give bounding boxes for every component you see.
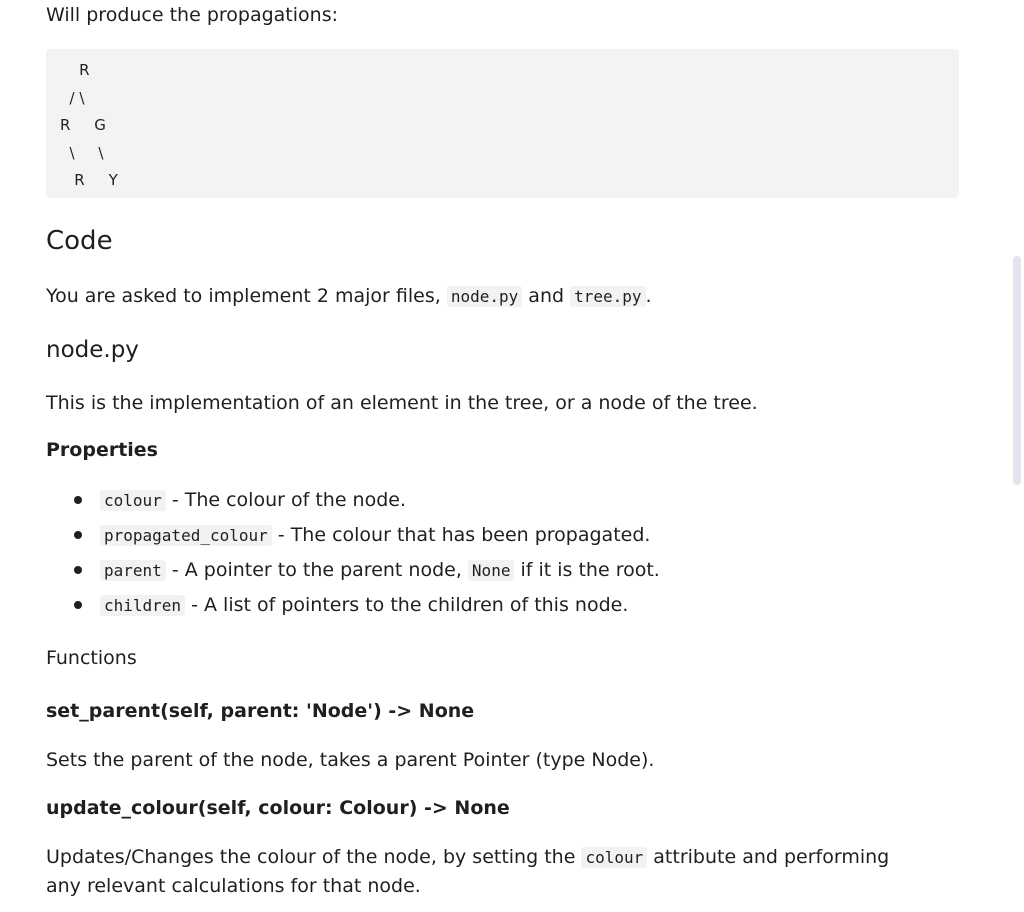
asked-middle: and: [522, 285, 571, 307]
property-text: - A list of pointers to the children of this node.: [185, 594, 629, 616]
asked-prefix: You are asked to implement 2 major files,: [46, 285, 447, 307]
property-text: - The colour of the node.: [165, 489, 407, 511]
update-colour-desc-prefix: Updates/Changes the colour of the node, by setting the: [46, 846, 582, 868]
property-text: - The colour that has been propagated.: [271, 524, 651, 546]
list-item: [46, 589, 660, 624]
property-code: colour: [100, 490, 166, 511]
property-text: - A pointer to the parent node,: [165, 559, 468, 581]
tree-diagram: R / \ R G \ \ R Y: [60, 61, 118, 189]
bullet-icon: [74, 566, 82, 574]
property-code: parent: [100, 560, 166, 581]
bullet-icon: [74, 601, 82, 609]
tree-code-block: [46, 49, 959, 198]
property-text-suffix: if it is the root.: [514, 559, 660, 581]
functions-label: Functions: [46, 647, 137, 669]
property-code: propagated_colour: [100, 525, 272, 546]
property-code: children: [100, 595, 185, 616]
set-parent-description: Sets the parent of the node, takes a parent Pointer (type Node).: [46, 749, 655, 771]
node-py-heading: node.py: [46, 337, 139, 363]
update-colour-desc-suffix: attribute and performing any relevant calculations for that node.: [46, 846, 890, 897]
update-colour-description: [46, 843, 926, 901]
update-colour-signature: update_colour(self, colour: Colour) -> None: [46, 797, 510, 819]
bullet-icon: [74, 531, 82, 539]
asked-suffix: .: [645, 285, 652, 307]
list-item: [46, 484, 660, 519]
scrollbar-thumb[interactable]: [1013, 256, 1021, 485]
properties-list: [46, 484, 660, 624]
asked-paragraph: [46, 282, 652, 311]
intro-text: Will produce the propagations:: [46, 4, 339, 26]
bullet-icon: [74, 496, 82, 504]
code-heading: Code: [46, 226, 113, 256]
implementation-text: This is the implementation of an element in the tree, or a node of the tree.: [46, 392, 758, 414]
properties-title: Properties: [46, 439, 158, 461]
list-item: [46, 554, 660, 589]
node-py-code: node.py: [447, 286, 522, 307]
colour-code: colour: [581, 847, 647, 868]
list-item: [46, 519, 660, 554]
tree-py-code: tree.py: [570, 286, 645, 307]
none-code: None: [468, 560, 515, 581]
set-parent-signature: set_parent(self, parent: 'Node') -> None: [46, 700, 475, 722]
